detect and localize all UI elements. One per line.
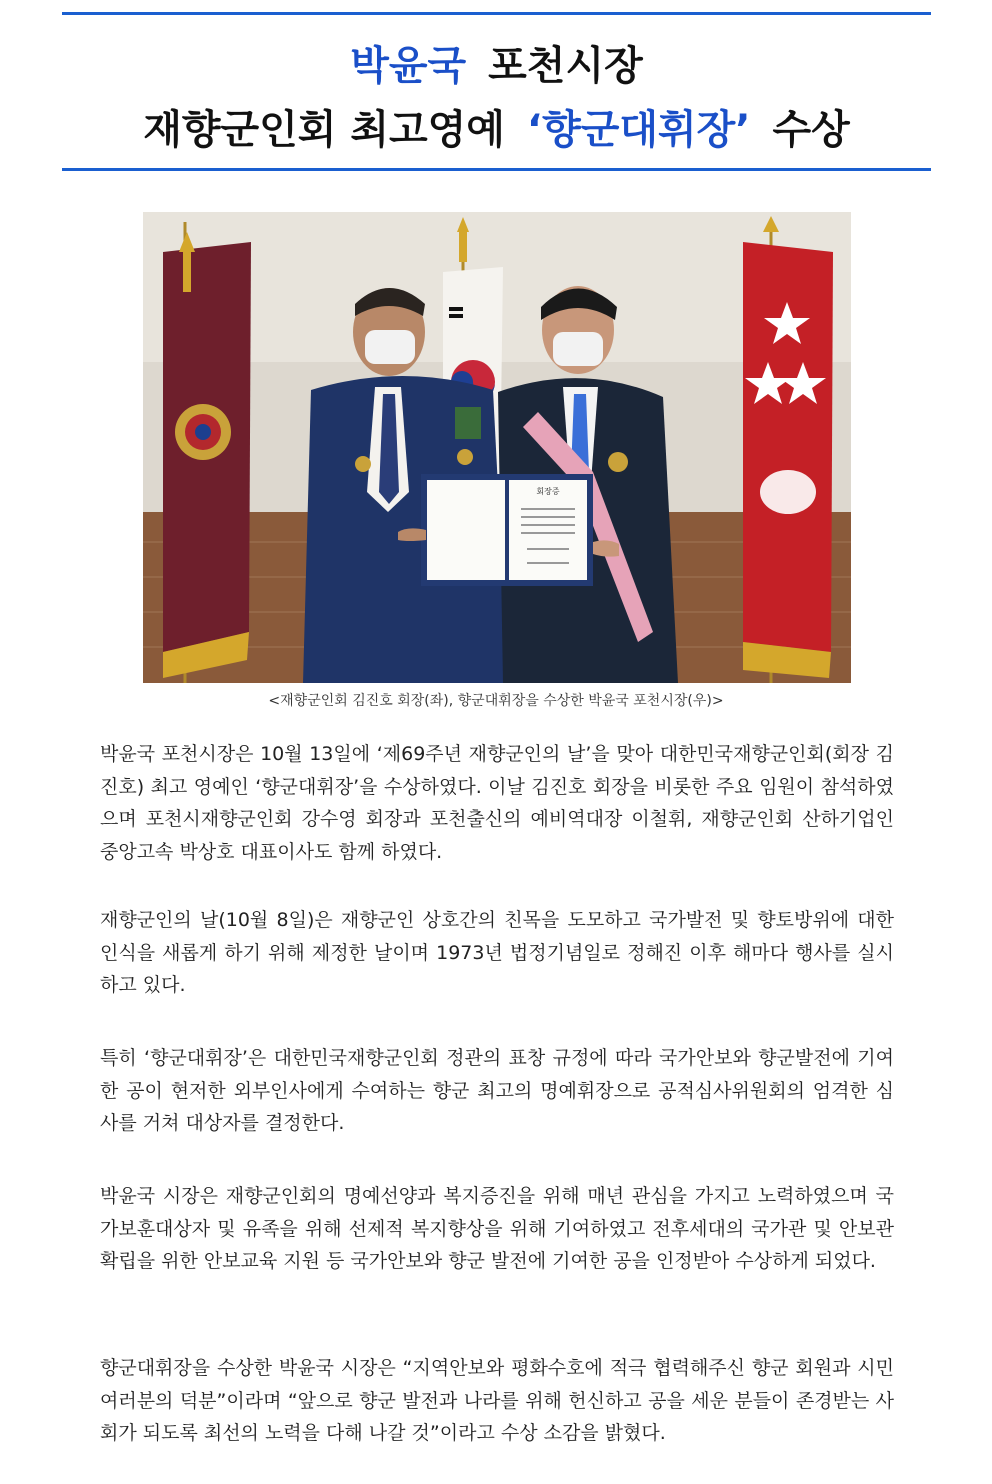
general-flag bbox=[743, 216, 833, 683]
headline-prefix: 재향군인회 최고영예 bbox=[143, 107, 505, 153]
top-rule bbox=[62, 12, 931, 15]
photo-caption: <재향군인회 김진호 회장(좌), 향군대휘장을 수상한 박윤국 포천시장(우)> bbox=[268, 693, 724, 709]
headline-line-1 bbox=[62, 34, 931, 91]
paragraph-3: 특히 ‘향군대휘장’은 대한민국재향군인회 정관의 표창 규정에 따라 국가안보와 향군발전에 기여한 공이 현저한 외부인사에게 수여하는 향군 최고의 명예휘장으로 공적심사위원회의 엄격한 심사를 거쳐 대상자를 결정한다. bbox=[100, 1047, 894, 1134]
award-photo bbox=[143, 212, 851, 683]
paragraph-5: 향군대휘장을 수상한 박윤국 시장은 “지역안보와 평화수호에 적극 협력해주신 향군 회원과 시민 여러분의 덕분”이라며 “앞으로 향군 발전과 나라를 위해 헌신하고 공을 세운 분들이 존경받는 사회가 되도록 최선의 노력을 다해 나갈 것”이라고 수상 소감을 밝혔다. bbox=[100, 1357, 894, 1444]
headline-line-2 bbox=[62, 98, 931, 155]
headline-award: ‘향군대휘장’ bbox=[526, 107, 751, 153]
certificate bbox=[398, 474, 619, 586]
certificate-title: 회장증 bbox=[536, 487, 560, 496]
paragraph-2: 재향군인의 날(10월 8일)은 재향군인 상호간의 친목을 도모하고 국가발전 및 향토방위에 대한 인식을 새롭게 하기 위해 제정한 날이며 1973년 법정기념일로 정해진 이후 해마다 행사를 실시하고 있다. bbox=[100, 909, 894, 996]
headline-suffix: 수상 bbox=[772, 107, 850, 153]
bottom-rule bbox=[62, 168, 931, 171]
paragraph-4: 박윤국 시장은 재향군인회의 명예선양과 복지증진을 위해 매년 관심을 가지고 노력하였으며 국가보훈대상자 및 유족을 위해 선제적 복지향상을 위해 기여하였고 전후세대의 국가관 및 안보관 확립을 위한 안보교육 지원 등 국가안보와 향군 발전에 기여한 공을 인정받아 수상하게 되었다. bbox=[100, 1185, 894, 1272]
paragraph-1: 박윤국 포천시장은 10월 13일에 ‘제69주년 재향군인의 날’을 맞아 대한민국재향군인회(회장 김진호) 최고 영예인 ‘향군대휘장’을 수상하였다. 이날 김진호 회장을 비롯한 주요 임원이 참석하였으며 포천시재향군인회 강수영 회장과 포천출신의 예비역대장 이철휘, 재향군인회 산하기업인 중앙고속 박상호 대표이사도 함께 하였다. bbox=[100, 743, 894, 863]
headline-name: 박윤국 bbox=[350, 43, 467, 89]
veterans-flag bbox=[163, 222, 251, 683]
headline-title: 포천시장 bbox=[488, 43, 643, 89]
